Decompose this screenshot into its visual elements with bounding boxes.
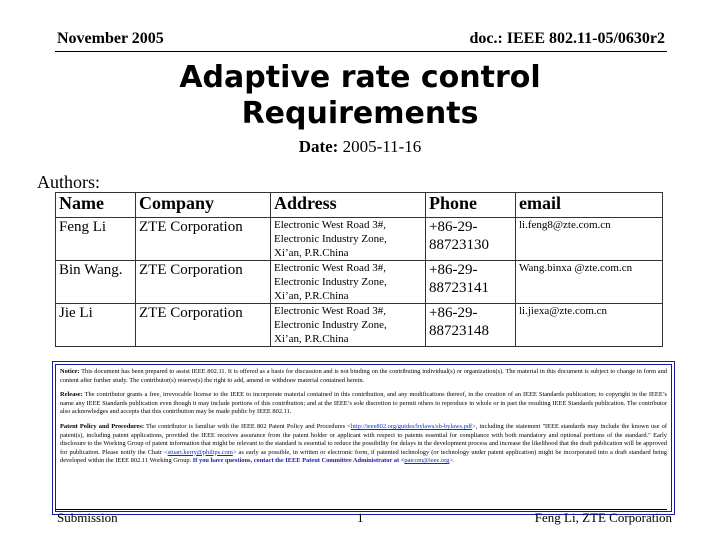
col-header: Phone	[426, 193, 516, 218]
title-line-2: Requirements	[241, 96, 479, 131]
table-row	[56, 261, 663, 304]
table-header-row	[56, 193, 663, 218]
col-header: Address	[271, 193, 426, 218]
author-address: Electronic West Road 3#, Electronic Industry Zone, Xi’an, P.R.China	[271, 304, 426, 347]
author-address: Electronic West Road 3#, Electronic Industry Zone, Xi’an, P.R.China	[271, 261, 426, 304]
author-name: Bin Wang.	[56, 261, 136, 304]
table-row	[56, 218, 663, 261]
author-email: li.jiexa@zte.com.cn	[516, 304, 663, 347]
header-doc-id: doc.: IEEE 802.11-05/0630r2	[469, 30, 665, 47]
author-company: ZTE Corporation	[136, 218, 271, 261]
author-phone: +86-29- 88723141	[426, 261, 516, 304]
col-header: email	[516, 193, 663, 218]
slide-date	[0, 137, 720, 157]
page-number: 1	[357, 510, 364, 525]
header-date: November 2005	[57, 30, 164, 47]
author-address: Electronic West Road 3#, Electronic Industry Zone, Xi’an, P.R.China	[271, 218, 426, 261]
authors-table	[55, 192, 663, 347]
admin-email-link[interactable]: patcom@ieee.org	[404, 457, 450, 465]
release-paragraph: Release: The contributor grants a free, irrevocable license to the IEEE to incorporate material contained in this contribution, and any modifications thereof, in the creation of an IEEE Standards publication; to copyright in the IEEE’s name any IEEE Standards publication even though it may include portions of this contribution; and at the IEEE’s sole discretion to permit others to reproduce in whole or in part the resulting IEEE Standards publication. The contributor also acknowledges and accepts that this contribution may be made public by IEEE 802.11.	[60, 391, 667, 416]
date-value: 2005-11-16	[342, 137, 422, 156]
patent-paragraph: Patent Policy and Procedures: The contributor is familiar with the IEEE 802 Patent Policy and Procedures <http://ieee802.org/guides/bylaws/sb-bylaws.pdf>, including the statement "IEEE standards may include the known use of patent(s), including patent applications, provided the IEEE receives assurance from the patent holder or applicant with respect to patents essential for compliance with both mandatory and optional portions of the standard." Early disclosure to the Working Group of patent information that might be relevant to the standard is essential to reduce the possibility for delays in the development process and increase the likelihood that the draft publication will be approved for publication. Please notify the Chair <stuart.kerry@philips.com> as early as possible, in written or electronic form, if patented technology (or technology under patent application) might be incorporated into a draft standard being developed within the IEEE 802.11 Working Group. If you have questions, contact the IEEE Patent Committee Administrator at <patcom@ieee.org>.	[60, 422, 667, 465]
author-email: li.feng8@zte.com.cn	[516, 218, 663, 261]
table-row	[56, 304, 663, 347]
chair-email-link[interactable]: stuart.kerry@philips.com	[167, 448, 233, 456]
author-email: Wang.binxa @zte.com.cn	[516, 261, 663, 304]
notice-paragraph: Notice: This document has been prepared to assist IEEE 802.11. It is offered as a basis for discussion and is not binding on the contributing individual(s) or organization(s). The material in this document is subject to change in form and content after further study. The contributor(s) reserve(s) the right to add, amend or withdraw material contained herein.	[60, 368, 667, 384]
author-company: ZTE Corporation	[136, 304, 271, 347]
author-phone: +86-29- 88723148	[426, 304, 516, 347]
col-header: Company	[136, 193, 271, 218]
footer-submission: Submission	[57, 510, 118, 525]
author-name: Jie Li	[56, 304, 136, 347]
col-header: Name	[56, 193, 136, 218]
slide-title	[0, 60, 720, 132]
header-divider	[55, 51, 667, 52]
author-phone: +86-29- 88723130	[426, 218, 516, 261]
author-name: Feng Li	[56, 218, 136, 261]
ieee-notice-box	[52, 361, 675, 515]
authors-label: Authors:	[37, 172, 100, 192]
patent-policy-link[interactable]: http://ieee802.org/guides/bylaws/sb-bylaws.pdf	[350, 422, 473, 430]
footer-author: Feng Li, ZTE Corporation	[534, 510, 672, 525]
title-line-1: Adaptive rate control	[179, 60, 541, 95]
author-company: ZTE Corporation	[136, 261, 271, 304]
date-label: Date:	[298, 137, 339, 156]
